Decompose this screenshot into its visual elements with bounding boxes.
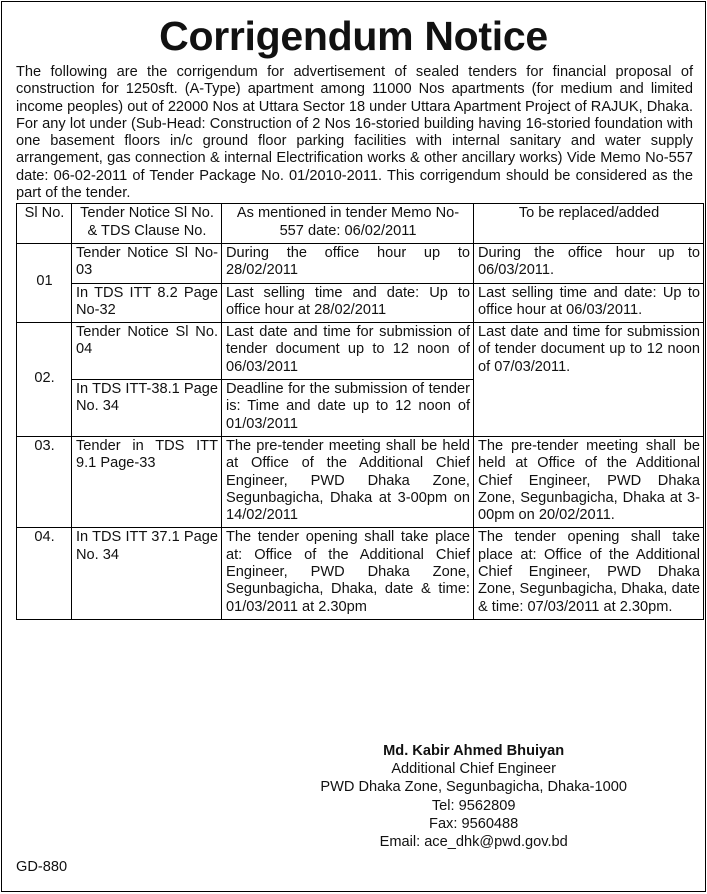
header-replaced: To be replaced/added <box>474 204 704 244</box>
signatory-office: PWD Dhaka Zone, Segunbagicha, Dhaka-1000 <box>320 779 627 796</box>
cell-clause: In TDS ITT 8.2 Page No-32 <box>72 283 222 323</box>
cell-replaced: The pre-tender meeting shall be held at Office of the Additional Chief Engineer, PWD Dhaka Zone, Segunbagicha, Dhaka at 3-00pm on 20/02/2011. <box>474 436 704 527</box>
cell-mentioned: The pre-tender meeting shall be held at Office of the Additional Chief Engineer, PWD Dhaka Zone, Segunbagicha, Dhaka at 3-00pm on 14/02/2011 <box>222 436 474 527</box>
table-row <box>17 436 704 527</box>
cell-replaced: During the office hour up to 06/03/2011. <box>474 243 704 283</box>
signature-block <box>320 742 627 851</box>
header-sl: Sl No. <box>17 204 72 244</box>
notice-title: Corrigendum Notice <box>159 13 548 59</box>
cell-clause: In TDS ITT-38.1 Page No. 34 <box>72 380 222 437</box>
table-row <box>17 283 704 323</box>
notice-page <box>1 1 706 892</box>
cell-sl: 01 <box>17 243 72 322</box>
notice-code: GD-880 <box>16 859 68 875</box>
cell-sl: 02. <box>17 323 72 437</box>
cell-mentioned: Last selling time and date: Up to office hour at 28/02/2011 <box>222 283 474 323</box>
cell-clause: In TDS ITT 37.1 Page No. 34 <box>72 528 222 619</box>
cell-mentioned: Deadline for the submission of tender is: Time and date up to 12 noon of 01/03/2011 <box>222 380 474 437</box>
cell-sl: 04. <box>17 528 72 619</box>
signatory-email: Email: ace_dhk@pwd.gov.bd <box>379 834 568 851</box>
cell-replaced: Last selling time and date: Up to office hour at 06/03/2011. <box>474 283 704 323</box>
table-row <box>17 323 704 380</box>
cell-mentioned: Last date and time for submission of tender document up to 12 noon of 06/03/2011 <box>222 323 474 380</box>
table-header-row <box>17 204 704 244</box>
cell-clause: Tender in TDS ITT 9.1 Page-33 <box>72 436 222 527</box>
header-clause: Tender Notice Sl No. & TDS Clause No. <box>72 204 222 244</box>
cell-clause: Tender Notice Sl No. 04 <box>72 323 222 380</box>
signatory-name: Md. Kabir Ahmed Bhuiyan <box>383 743 565 759</box>
table-row <box>17 528 704 619</box>
cell-clause: Tender Notice Sl No-03 <box>72 243 222 283</box>
corrigendum-table <box>16 203 704 620</box>
signatory-designation: Additional Chief Engineer <box>391 761 557 778</box>
cell-mentioned: The tender opening shall take place at: Office of the Additional Chief Engineer, PWD Dhaka Zone, Segunbagicha, Dhaka, date & time: 01/03/2011 at 2.30pm <box>222 528 474 619</box>
header-mentioned: As mentioned in tender Memo No-557 date: 06/02/2011 <box>222 204 474 244</box>
table-row <box>17 243 704 283</box>
signatory-fax: Fax: 9560488 <box>429 815 519 832</box>
intro-paragraph: The following are the corrigendum for advertisement of sealed tenders for financial proposal of construction for 1250sft. (A-Type) apartment among 11000 Nos apartments (for medium and limited income peoples) out of 22000 Nos at Uttara Sector 18 under Uttara Apartment Project of RAJUK, Dhaka. For any lot under (Sub-Head: Construction of 2 Nos 16-storied building having 16-storied foundation with one basement floors in/c ground floor parking facilities with internal sanitary and water supply arrangement, gas connection & internal Electrification works & other ancillary works) Vide Memo No-557 date: 06-02-2011 of Tender Package No. 01/2010-2011. This corrigendum should be considered as the part of the tender. <box>16 64 693 202</box>
cell-mentioned: During the office hour up to 28/02/2011 <box>222 243 474 283</box>
cell-replaced: The tender opening shall take place at: Office of the Additional Chief Engineer, PWD Dhaka Zone, Segunbagicha, Dhaka, date & time: 07/03/2011 at 2.30pm. <box>474 528 704 619</box>
cell-replaced: Last date and time for submission of tender document up to 12 noon of 07/03/2011. <box>474 323 704 437</box>
cell-sl: 03. <box>17 436 72 527</box>
signatory-tel: Tel: 9562809 <box>431 797 516 814</box>
